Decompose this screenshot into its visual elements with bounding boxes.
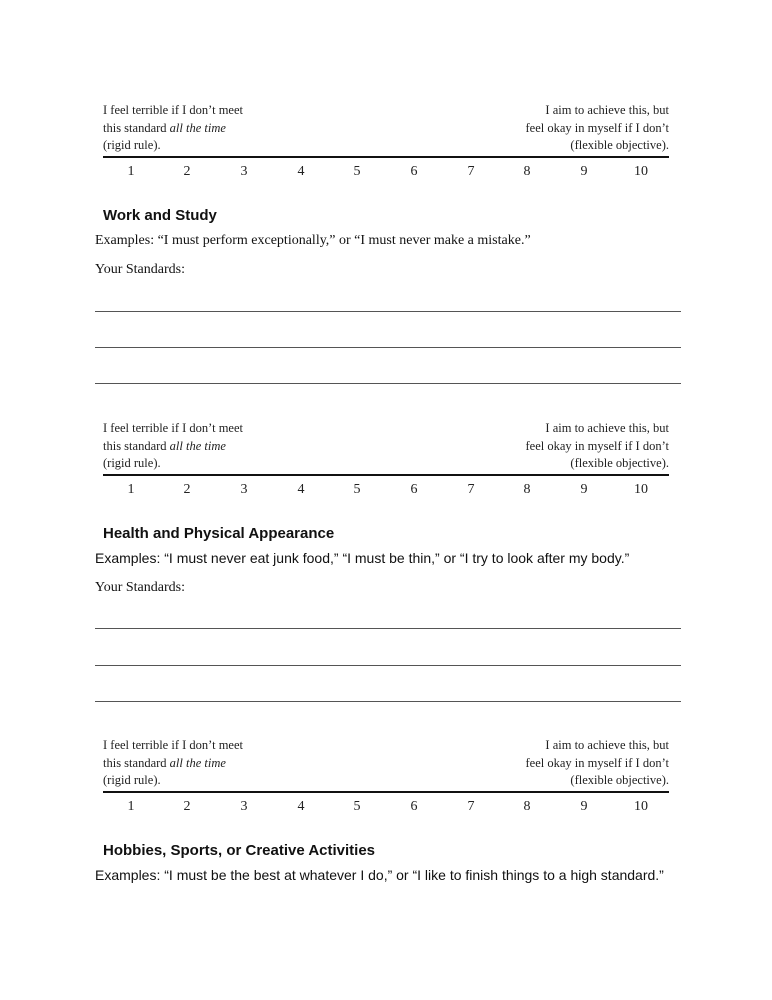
scale-rule [103, 156, 669, 158]
scale-number-10[interactable]: 10 [634, 164, 648, 179]
section-examples-work-study: Examples: “I must perform exceptionally,” or “I must never make a mistake.” [95, 233, 531, 248]
scale-number-7[interactable]: 7 [467, 164, 475, 179]
scale-number-8[interactable]: 8 [523, 799, 531, 814]
section-examples-hobbies: Examples: “I must be the best at whatever I do,” or “I like to finish things to a high standard.” [95, 867, 664, 883]
your-standards-label: Your Standards: [95, 580, 185, 595]
scale-rule [103, 791, 669, 793]
scale-number-1[interactable]: 1 [127, 482, 135, 497]
scale-right-label: I aim to achieve this, but feel okay in myself if I don’t (flexible objective). [525, 738, 669, 787]
section-heading-work-study: Work and Study [103, 207, 217, 224]
scale-numbers [103, 164, 669, 182]
scale-number-6[interactable]: 6 [410, 482, 418, 497]
scale-number-9[interactable]: 9 [580, 799, 588, 814]
writing-line[interactable] [95, 628, 681, 629]
scale-number-6[interactable]: 6 [410, 799, 418, 814]
scale-number-3[interactable]: 3 [240, 164, 248, 179]
scale-number-6[interactable]: 6 [410, 164, 418, 179]
scale-number-10[interactable]: 10 [634, 799, 648, 814]
scale-number-7[interactable]: 7 [467, 799, 475, 814]
rating-scale-1 [103, 102, 669, 182]
writing-line[interactable] [95, 701, 681, 702]
scale-number-7[interactable]: 7 [467, 482, 475, 497]
scale-number-9[interactable]: 9 [580, 164, 588, 179]
scale-number-1[interactable]: 1 [127, 164, 135, 179]
scale-number-10[interactable]: 10 [634, 482, 648, 497]
section-heading-hobbies: Hobbies, Sports, or Creative Activities [103, 842, 376, 859]
scale-left-label: I feel terrible if I don’t meet this standard all the time (rigid rule). [103, 103, 243, 152]
scale-number-1[interactable]: 1 [127, 799, 135, 814]
scale-number-2[interactable]: 2 [183, 799, 191, 814]
scale-number-5[interactable]: 5 [353, 799, 361, 814]
scale-numbers [103, 799, 669, 817]
scale-number-4[interactable]: 4 [297, 799, 305, 814]
scale-number-3[interactable]: 3 [240, 799, 248, 814]
writing-line[interactable] [95, 347, 681, 348]
section-examples-health: Examples: “I must never eat junk food,” “I must be thin,” or “I try to look after my body.” [95, 550, 630, 566]
scale-number-5[interactable]: 5 [353, 482, 361, 497]
scale-number-5[interactable]: 5 [353, 164, 361, 179]
writing-line[interactable] [95, 311, 681, 312]
scale-left-label: I feel terrible if I don’t meet this standard all the time (rigid rule). [103, 421, 243, 470]
scale-number-8[interactable]: 8 [523, 482, 531, 497]
scale-right-label: I aim to achieve this, but feel okay in myself if I don’t (flexible objective). [525, 421, 669, 470]
section-heading-health: Health and Physical Appearance [103, 525, 335, 542]
scale-number-4[interactable]: 4 [297, 164, 305, 179]
rating-scale-3 [103, 737, 669, 817]
scale-number-3[interactable]: 3 [240, 482, 248, 497]
your-standards-label: Your Standards: [95, 262, 185, 277]
writing-line[interactable] [95, 665, 681, 666]
writing-line[interactable] [95, 383, 681, 384]
rating-scale-2 [103, 420, 669, 500]
scale-number-2[interactable]: 2 [183, 482, 191, 497]
scale-number-8[interactable]: 8 [523, 164, 531, 179]
scale-right-label: I aim to achieve this, but feel okay in myself if I don’t (flexible objective). [525, 103, 669, 152]
scale-number-2[interactable]: 2 [183, 164, 191, 179]
scale-number-9[interactable]: 9 [580, 482, 588, 497]
scale-numbers [103, 482, 669, 500]
scale-rule [103, 474, 669, 476]
scale-left-label: I feel terrible if I don’t meet this standard all the time (rigid rule). [103, 738, 243, 787]
scale-number-4[interactable]: 4 [297, 482, 305, 497]
